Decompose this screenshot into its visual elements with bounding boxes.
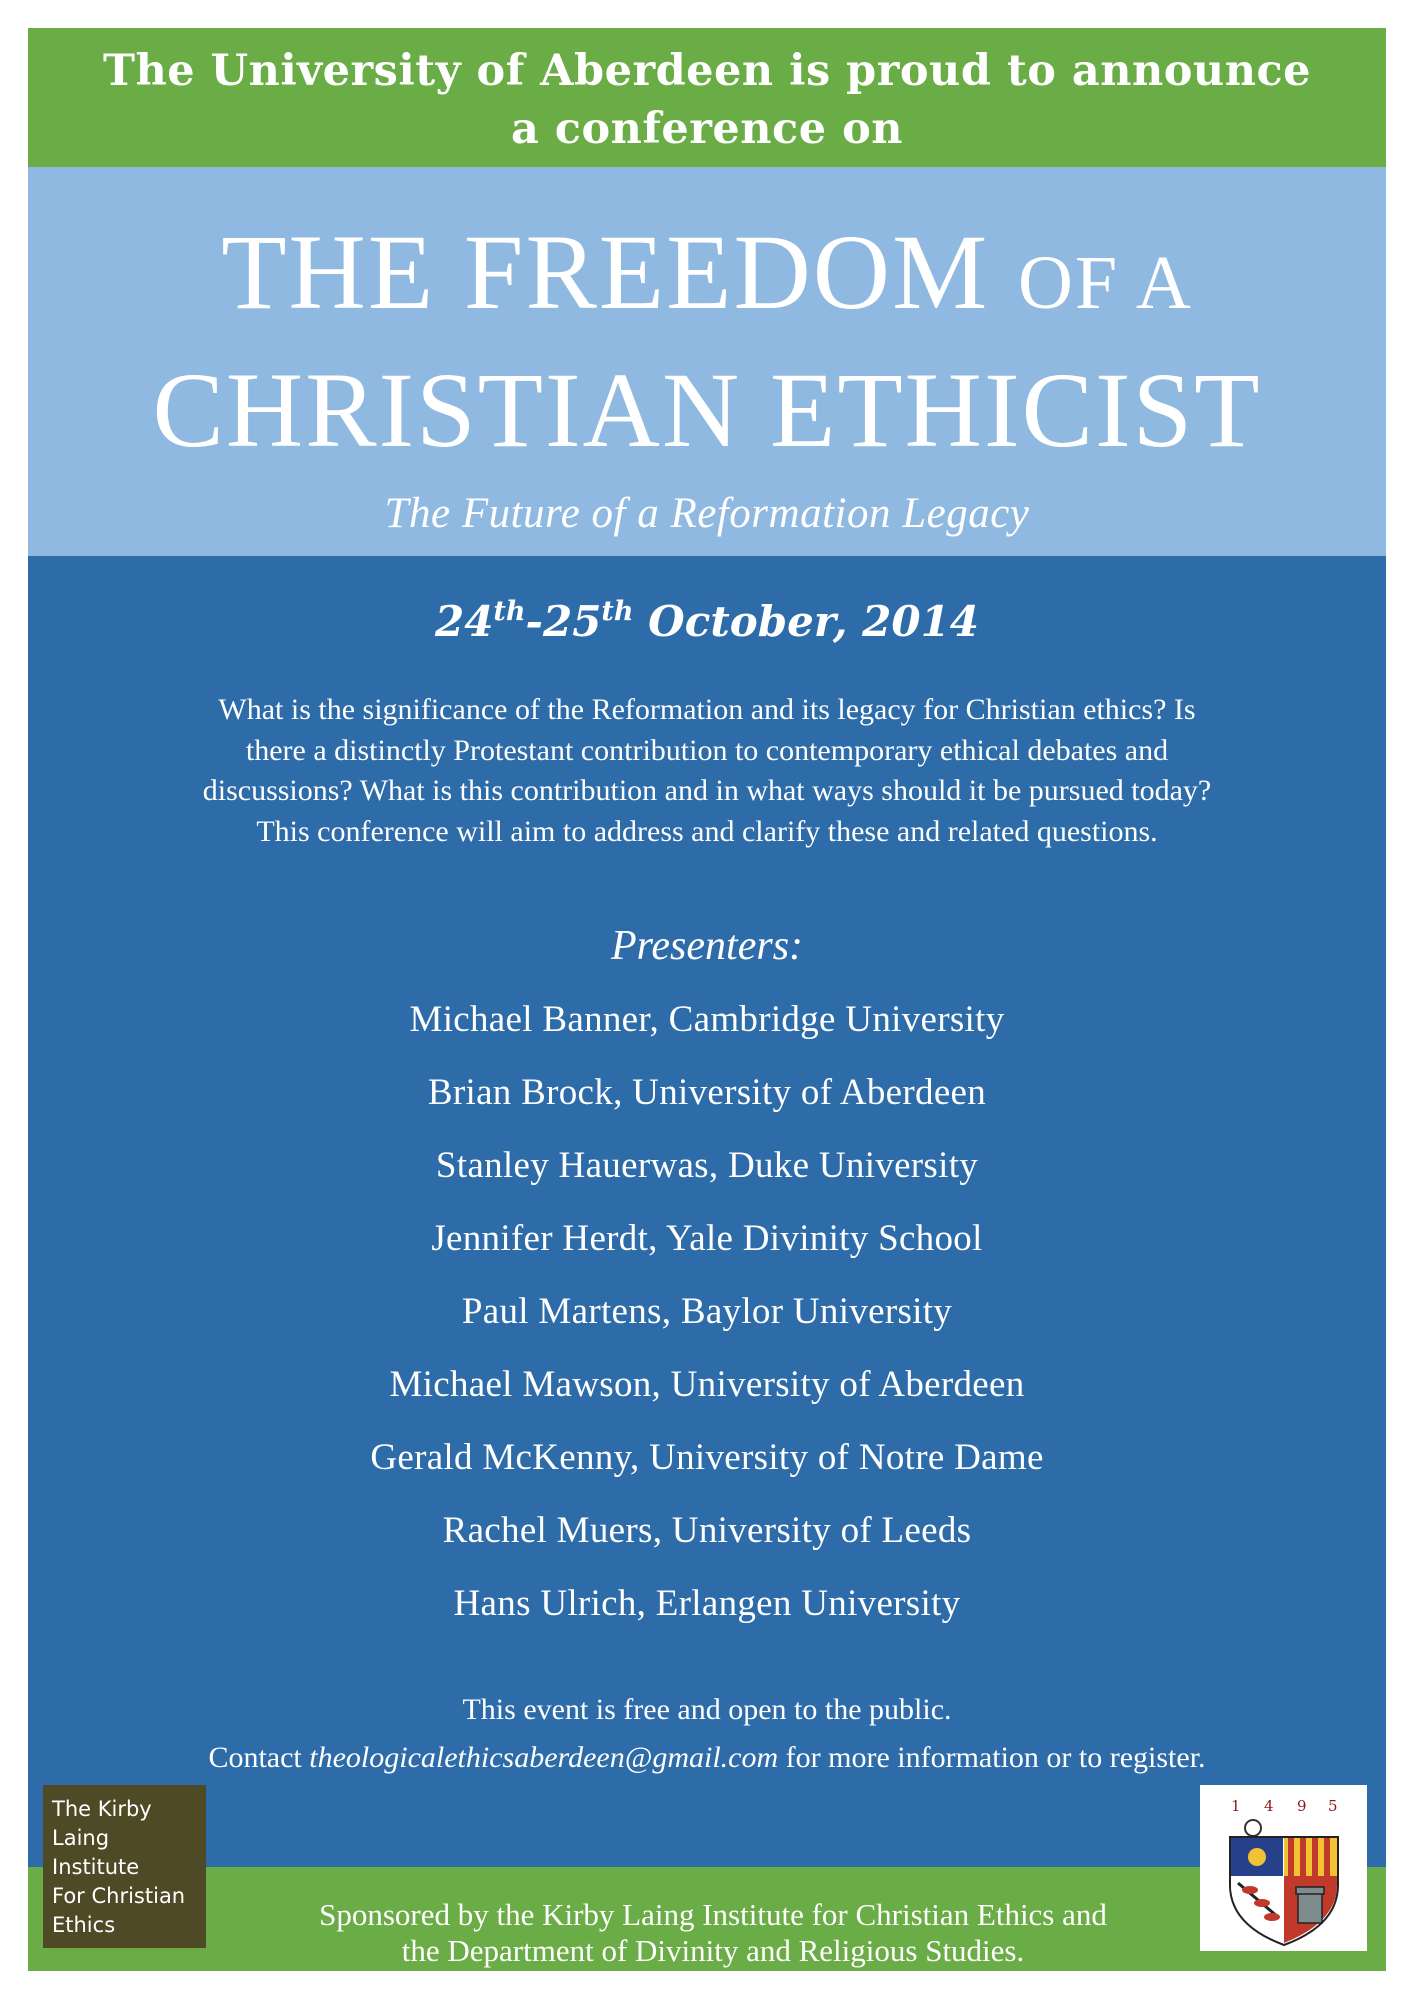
details-panel bbox=[28, 556, 1386, 1867]
conference-date bbox=[28, 592, 1386, 652]
intro-line-2: there a distinctly Protestant contribution to contemporary ethical debates and bbox=[245, 733, 1169, 767]
intro-paragraph bbox=[68, 690, 1346, 852]
announcement-text bbox=[28, 42, 1386, 158]
intro-line-1: What is the significance of the Reformation and its legacy for Christian ethics? Is bbox=[218, 693, 1196, 726]
kirby-logo-line: Laing bbox=[52, 1826, 110, 1850]
contact-email-link[interactable]: theologicalethicsaberdeen@gmail.com bbox=[309, 1741, 779, 1774]
crest-year-digit: 5 bbox=[1328, 1797, 1338, 1815]
title-line-2: CHRISTIAN ETHICIST bbox=[152, 352, 1262, 470]
crest-year-digit: 4 bbox=[1264, 1797, 1274, 1815]
conference-poster bbox=[28, 28, 1386, 1971]
subtitle: The Future of a Reformation Legacy bbox=[384, 490, 1030, 537]
presenter-list bbox=[28, 998, 1386, 1655]
kirby-logo-line: Ethics bbox=[52, 1913, 116, 1937]
kirby-logo-line: The Kirby bbox=[52, 1797, 152, 1821]
announcement-banner bbox=[28, 28, 1386, 167]
university-of-aberdeen-crest-icon bbox=[1200, 1785, 1367, 1951]
presenter-item: Jennifer Herdt, Yale Divinity School bbox=[431, 1218, 983, 1259]
presenter-item: Gerald McKenny, University of Notre Dame bbox=[370, 1437, 1044, 1478]
crest-year-digit: 9 bbox=[1297, 1797, 1307, 1815]
contact-line bbox=[28, 1738, 1386, 1778]
title-part-1: THE FREEDOM bbox=[221, 214, 990, 332]
crest-year-digit: 1 bbox=[1231, 1797, 1241, 1815]
date-separator: - bbox=[525, 597, 543, 646]
sponsor-line-1: Sponsored by the Kirby Laing Institute for Christian Ethics and bbox=[319, 1897, 1107, 1932]
presenter-item: Michael Banner, Cambridge University bbox=[409, 999, 1005, 1040]
start-day: 24 bbox=[434, 597, 494, 646]
month-year: October, 2014 bbox=[648, 597, 980, 646]
contact-prefix: Contact bbox=[208, 1741, 302, 1774]
intro-line-3: discussions? What is this contribution and in what ways should it be pursued today? bbox=[202, 774, 1212, 807]
sponsor-line-2: the Department of Divinity and Religious Studies. bbox=[401, 1933, 1025, 1968]
intro-line-4: This conference will aim to address and clarify these and related questions. bbox=[256, 814, 1158, 848]
announcement-line-2: a conference on bbox=[510, 104, 904, 154]
title-part-2: OF A bbox=[1017, 241, 1193, 325]
title-banner bbox=[28, 167, 1386, 556]
presenter-item: Stanley Hauerwas, Duke University bbox=[435, 1145, 979, 1186]
presenter-item: Rachel Muers, University of Leeds bbox=[442, 1510, 972, 1551]
end-day: 25 bbox=[542, 597, 602, 646]
kirby-logo-line: For Christian bbox=[52, 1884, 186, 1908]
free-event-note: This event is free and open to the public. bbox=[462, 1693, 952, 1726]
university-crest bbox=[1200, 1785, 1367, 1951]
kirby-logo-line: Institute bbox=[52, 1855, 140, 1879]
sponsor-text bbox=[208, 1867, 1218, 1969]
announcement-line-1: The University of Aberdeen is proud to announce bbox=[102, 46, 1311, 96]
title-line-1 bbox=[28, 213, 1386, 343]
presenter-item: Hans Ulrich, Erlangen University bbox=[453, 1583, 961, 1624]
start-day-suffix: th bbox=[493, 596, 526, 627]
end-day-suffix: th bbox=[601, 596, 634, 627]
presenter-item: Brian Brock, University of Aberdeen bbox=[427, 1072, 987, 1113]
contact-suffix: for more information or to register. bbox=[785, 1741, 1206, 1774]
presenter-item: Paul Martens, Baylor University bbox=[461, 1291, 953, 1332]
presenter-item: Michael Mawson, University of Aberdeen bbox=[389, 1364, 1025, 1405]
presenters-heading: Presenters: bbox=[610, 923, 804, 969]
kirby-laing-logo bbox=[43, 1785, 206, 1948]
